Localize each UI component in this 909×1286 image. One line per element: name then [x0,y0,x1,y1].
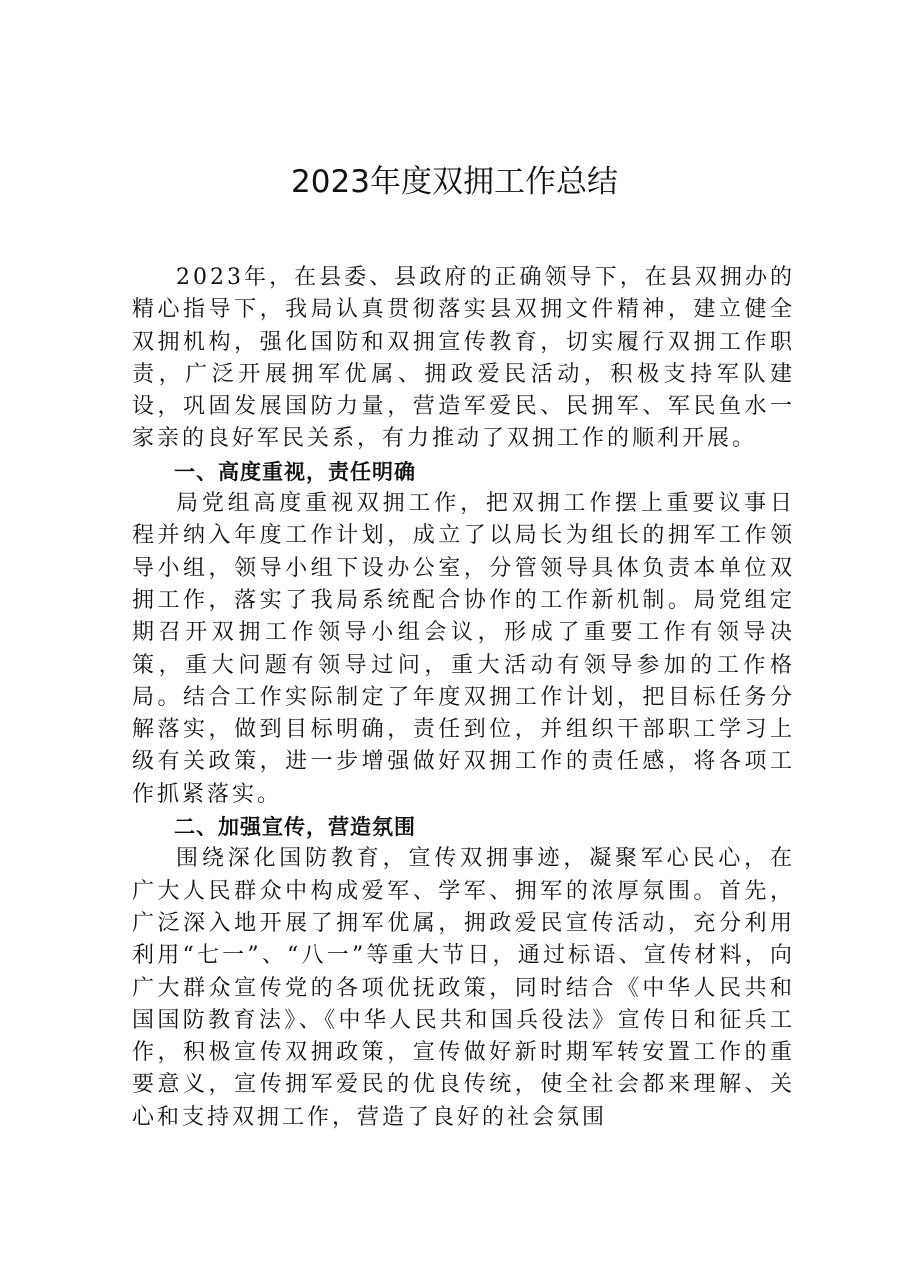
intro-paragraph: 2023年，在县委、县政府的正确领导下，在县双拥办的精心指导下，我局认真贯彻落实县双拥文件精神，建立健全双拥机构，强化国防和双拥宣传教育，切实履行双拥工作职责，广泛开展拥军优属、拥政爱民活动，积极支持军队建设，巩固发展国防力量，营造军爱民、民拥军、军民鱼水一家亲的良好军民关系，有力推动了双拥工作的顺利开展。 [132,265,795,452]
document-body [132,262,795,1134]
section-heading-1: 一、高度重视，责任明确 [174,459,416,484]
document-title: 2023年度双拥工作总结 [291,164,618,200]
section-body-1: 局党组高度重视双拥工作，把双拥工作摆上重要议事日程并纳入年度工作计划，成立了以局长为组长的拥军工作领导小组，领导小组下设办公室，分管领导具体负责本单位双拥工作，落实了我局系统配合协作的工作新机制。局党组定期召开双拥工作领导小组会议，形成了重要工作有领导决策，重大问题有领导过问，重大活动有领导参加的工作格局。结合工作实际制定了年度双拥工作计划，把目标任务分解落实，做到目标明确，责任到位，并组织干部职工学习上级有关政策，进一步增强做好双拥工作的责任感，将各项工作抓紧落实。 [132,491,795,807]
section-heading-2: 二、加强宣传，营造氛围 [174,815,416,840]
section-body-2: 围绕深化国防教育，宣传双拥事迹，凝聚军心民心，在广大人民群众中构成爱军、学军、拥军的浓厚氛围。首先，广泛深入地开展了拥军优属，拥政爱民宣传活动，充分利用利用“七一”、“八一”等重大节日，通过标语、宣传材料，向广大群众宣传党的各项优抚政策，同时结合《中华人民共和国国防教育法》、《中华人民共和国兵役法》宣传日和征兵工作，积极宣传双拥政策，宣传做好新时期军转安置工作的重要意义，宣传拥军爱民的优良传统，使全社会都来理解、关心和支持双拥工作，营造了良好的社会氛围 [132,846,795,1130]
